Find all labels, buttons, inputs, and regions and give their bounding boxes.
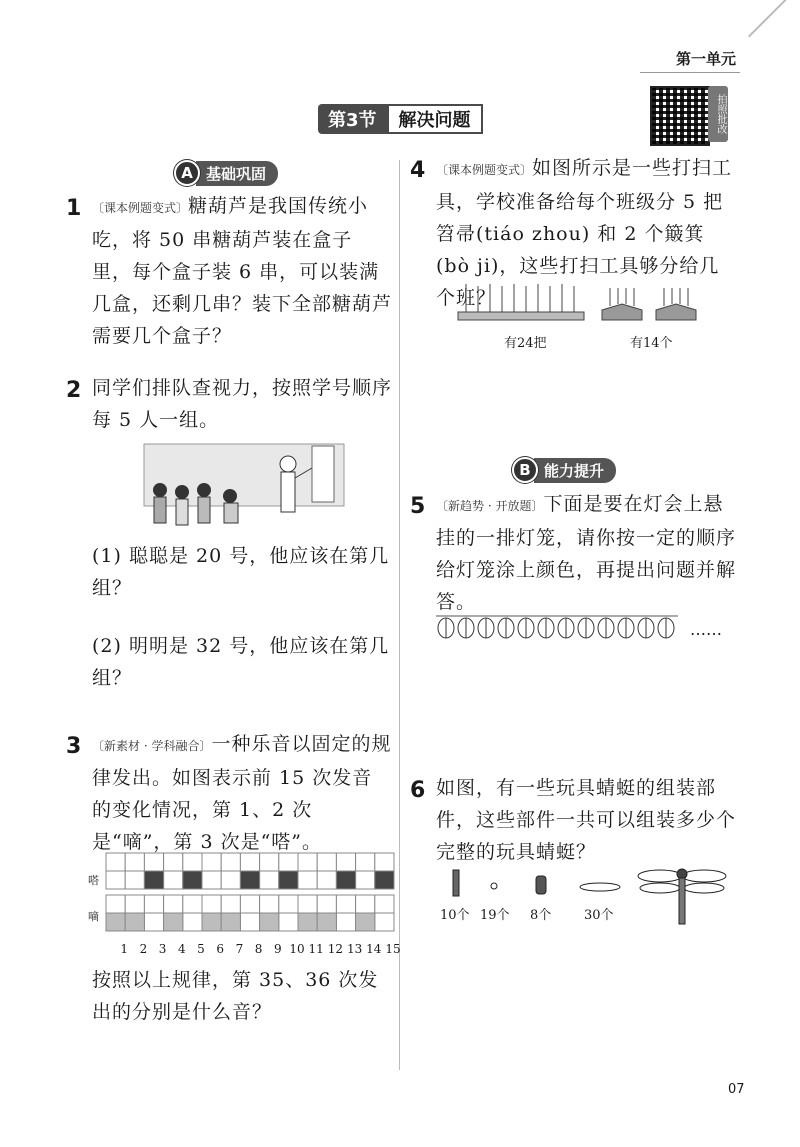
- question-1-text: 糖葫芦是我国传统小吃，将 50 串糖葫芦装在盒子里，每个盒子装 6 串，可以装满几盒，还剩几串？装下全部糖葫芦需要几个盒子？: [92, 195, 393, 347]
- sound-mark-3: [144, 871, 163, 889]
- doctor-figure: [280, 456, 296, 472]
- grid-cell: [240, 895, 259, 913]
- question-1: [92, 190, 392, 352]
- page-number: 07: [728, 1082, 745, 1097]
- grid-cell: [202, 853, 221, 871]
- sound-mark-9: [260, 913, 279, 931]
- grid-cell: [279, 853, 298, 871]
- grid-cell: [221, 853, 240, 871]
- part-count-1: 10个: [440, 908, 470, 923]
- tick-label: 4: [177, 942, 186, 956]
- sound-mark-6: [202, 913, 221, 931]
- grid-cell: [106, 871, 125, 889]
- grid-cell: [279, 895, 298, 913]
- question-5-number: 5: [410, 494, 426, 519]
- question-5-tag: 〔新趋势 · 开放题〕: [436, 499, 544, 513]
- grid-cell: [183, 895, 202, 913]
- grid-cell: [317, 871, 336, 889]
- section-a-letter: A: [174, 160, 200, 186]
- eye-chart: [312, 446, 334, 502]
- tick-label: 14: [366, 942, 382, 956]
- sound-mark-13: [336, 871, 355, 889]
- grid-cell: [125, 895, 144, 913]
- section-title: 解决问题: [387, 104, 483, 134]
- question-4-tag: 〔课本例题变式〕: [436, 163, 533, 177]
- tick-label: 1: [120, 942, 128, 956]
- student-figure: [175, 485, 189, 499]
- grid-cell: [260, 895, 279, 913]
- section-number: 第3节: [318, 104, 387, 134]
- dustpan-count: 有14个: [630, 336, 673, 351]
- part-count-3: 8个: [530, 908, 552, 923]
- sound-mark-8: [240, 871, 259, 889]
- grid-cell: [375, 853, 394, 871]
- grid-cell: [375, 895, 394, 913]
- grid-cell: [356, 853, 375, 871]
- grid-cell: [183, 913, 202, 931]
- question-1-tag: 〔课本例题变式〕: [92, 201, 189, 215]
- grid-cell: [336, 853, 355, 871]
- dustpan-stack: [598, 284, 708, 324]
- grid-cell: [260, 871, 279, 889]
- section-heading: [318, 104, 483, 134]
- dragonfly-body-part: [453, 870, 459, 896]
- tick-label: 2: [139, 942, 148, 956]
- question-2-text: 同学们排队查视力，按照学号顺序每 5 人一组。: [92, 377, 393, 431]
- tick-label: 15: [385, 942, 401, 956]
- tick-label: 5: [197, 942, 205, 956]
- section-a-label: 基础巩固: [196, 161, 278, 186]
- qr-tag: 拍照批改: [708, 86, 728, 142]
- part-count-4: 30个: [584, 908, 614, 923]
- grid-cell: [144, 913, 163, 931]
- sound-mark-4: [164, 913, 183, 931]
- grid-cell: [164, 853, 183, 871]
- question-2-sub2: (2) 明明是 32 号，他应该在第几组？: [92, 635, 390, 689]
- question-1-number: 1: [66, 196, 82, 221]
- grid-cell: [260, 853, 279, 871]
- lantern-row: [436, 610, 686, 644]
- sound-mark-5: [183, 871, 202, 889]
- grid-cell: [125, 853, 144, 871]
- grid-cell: [356, 895, 375, 913]
- tick-label: 7: [235, 942, 244, 956]
- grid-cell: [106, 895, 125, 913]
- grid-cell: [298, 895, 317, 913]
- sound-mark-2: [125, 913, 144, 931]
- grid-cell: [375, 913, 394, 931]
- row-label-di: 嘀: [88, 910, 99, 923]
- dragonfly-head-part: [536, 876, 546, 894]
- section-a-badge: [174, 161, 278, 185]
- sound-mark-12: [317, 913, 336, 931]
- grid-cell: [183, 853, 202, 871]
- question-3-tag: 〔新素材 · 学科融合〕: [92, 739, 212, 753]
- grid-cell: [317, 895, 336, 913]
- eye-test-illustration: [140, 440, 356, 536]
- grid-cell: [279, 913, 298, 931]
- qr-code[interactable]: [650, 86, 710, 146]
- broom-count: 有24把: [504, 336, 547, 351]
- student-figure: [197, 483, 211, 497]
- student-figure: [153, 483, 167, 497]
- grid-cell: [240, 853, 259, 871]
- tick-label: 3: [158, 942, 167, 956]
- dragonfly-icon: [638, 869, 726, 924]
- question-2-sub1: (1) 聪聪是 20 号，他应该在第几组？: [92, 545, 390, 599]
- sound-mark-7: [221, 913, 240, 931]
- grid-cell: [202, 871, 221, 889]
- tick-label: 6: [216, 942, 224, 956]
- grid-cell: [164, 895, 183, 913]
- lantern-ellipsis: ……: [690, 620, 722, 639]
- grid-cell: [221, 871, 240, 889]
- sound-mark-10: [279, 871, 298, 889]
- corner-decoration: [748, 0, 792, 37]
- grid-cell: [221, 895, 240, 913]
- section-b-badge: [512, 458, 616, 482]
- grid-cell: [298, 871, 317, 889]
- question-3-number: 3: [66, 734, 82, 759]
- grid-cell: [144, 853, 163, 871]
- question-6-number: 6: [410, 778, 426, 803]
- grid-cell: [202, 895, 221, 913]
- unit-label: 第一单元: [675, 50, 736, 68]
- sound-mark-11: [298, 913, 317, 931]
- dragonfly-wing-part: [580, 883, 620, 891]
- question-5: [436, 488, 736, 618]
- tick-label: 9: [273, 942, 282, 956]
- question-4-text: 如图所示是一些打扫工具，学校准备给每个班级分 5 把笤帚(tiáo zhou) 和 2 个簸箕(bò ji)，这些打扫工具够分给几个班？: [436, 157, 733, 309]
- section-b-letter: B: [512, 457, 538, 483]
- tick-label: 12: [327, 942, 344, 956]
- tick-label: 11: [308, 942, 324, 956]
- sound-mark-15: [375, 871, 394, 889]
- grid-cell: [144, 895, 163, 913]
- tick-label: 13: [346, 942, 363, 956]
- grid-cell: [240, 913, 259, 931]
- question-5-text: 下面是要在灯会上悬挂的一排灯笼，请你按一定的顺序给灯笼涂上颜色，再提出问题并解答。: [436, 493, 737, 613]
- unit-underline: [640, 72, 740, 73]
- student-figure: [223, 489, 237, 503]
- sound-mark-1: [106, 913, 125, 931]
- grid-cell: [336, 895, 355, 913]
- question-4-number: 4: [410, 158, 426, 183]
- question-3-question: 按照以上规律，第 35、36 次发出的分别是什么音？: [92, 969, 379, 1023]
- column-divider: [399, 160, 400, 1070]
- tick-label: 10: [289, 942, 305, 956]
- grid-cell: [336, 913, 355, 931]
- row-label-da: 嗒: [88, 874, 99, 887]
- question-2-number: 2: [66, 378, 82, 403]
- broom-bundle: [456, 282, 586, 326]
- dragonfly-eye-part: [491, 883, 497, 889]
- section-b-label: 能力提升: [534, 458, 616, 483]
- sound-mark-14: [356, 913, 375, 931]
- part-count-2: 19个: [480, 908, 510, 923]
- grid-cell: [298, 853, 317, 871]
- grid-cell: [356, 871, 375, 889]
- sound-pattern-grid: [105, 852, 395, 936]
- grid-cell: [164, 871, 183, 889]
- grid-cell: [106, 853, 125, 871]
- question-3: [92, 728, 392, 858]
- grid-cell: [125, 871, 144, 889]
- tick-label: 8: [254, 942, 263, 956]
- grid-cell: [317, 853, 336, 871]
- question-6-text: 如图，有一些玩具蜻蜓的组装部件，这些部件一共可以组装多少个完整的玩具蜻蜓？: [436, 777, 737, 863]
- question-3-text: 一种乐音以固定的规律发出。如图表示前 15 次发音的变化情况，第 1、2 次是“嘀”，第 3 次是“嗒”。: [92, 733, 392, 853]
